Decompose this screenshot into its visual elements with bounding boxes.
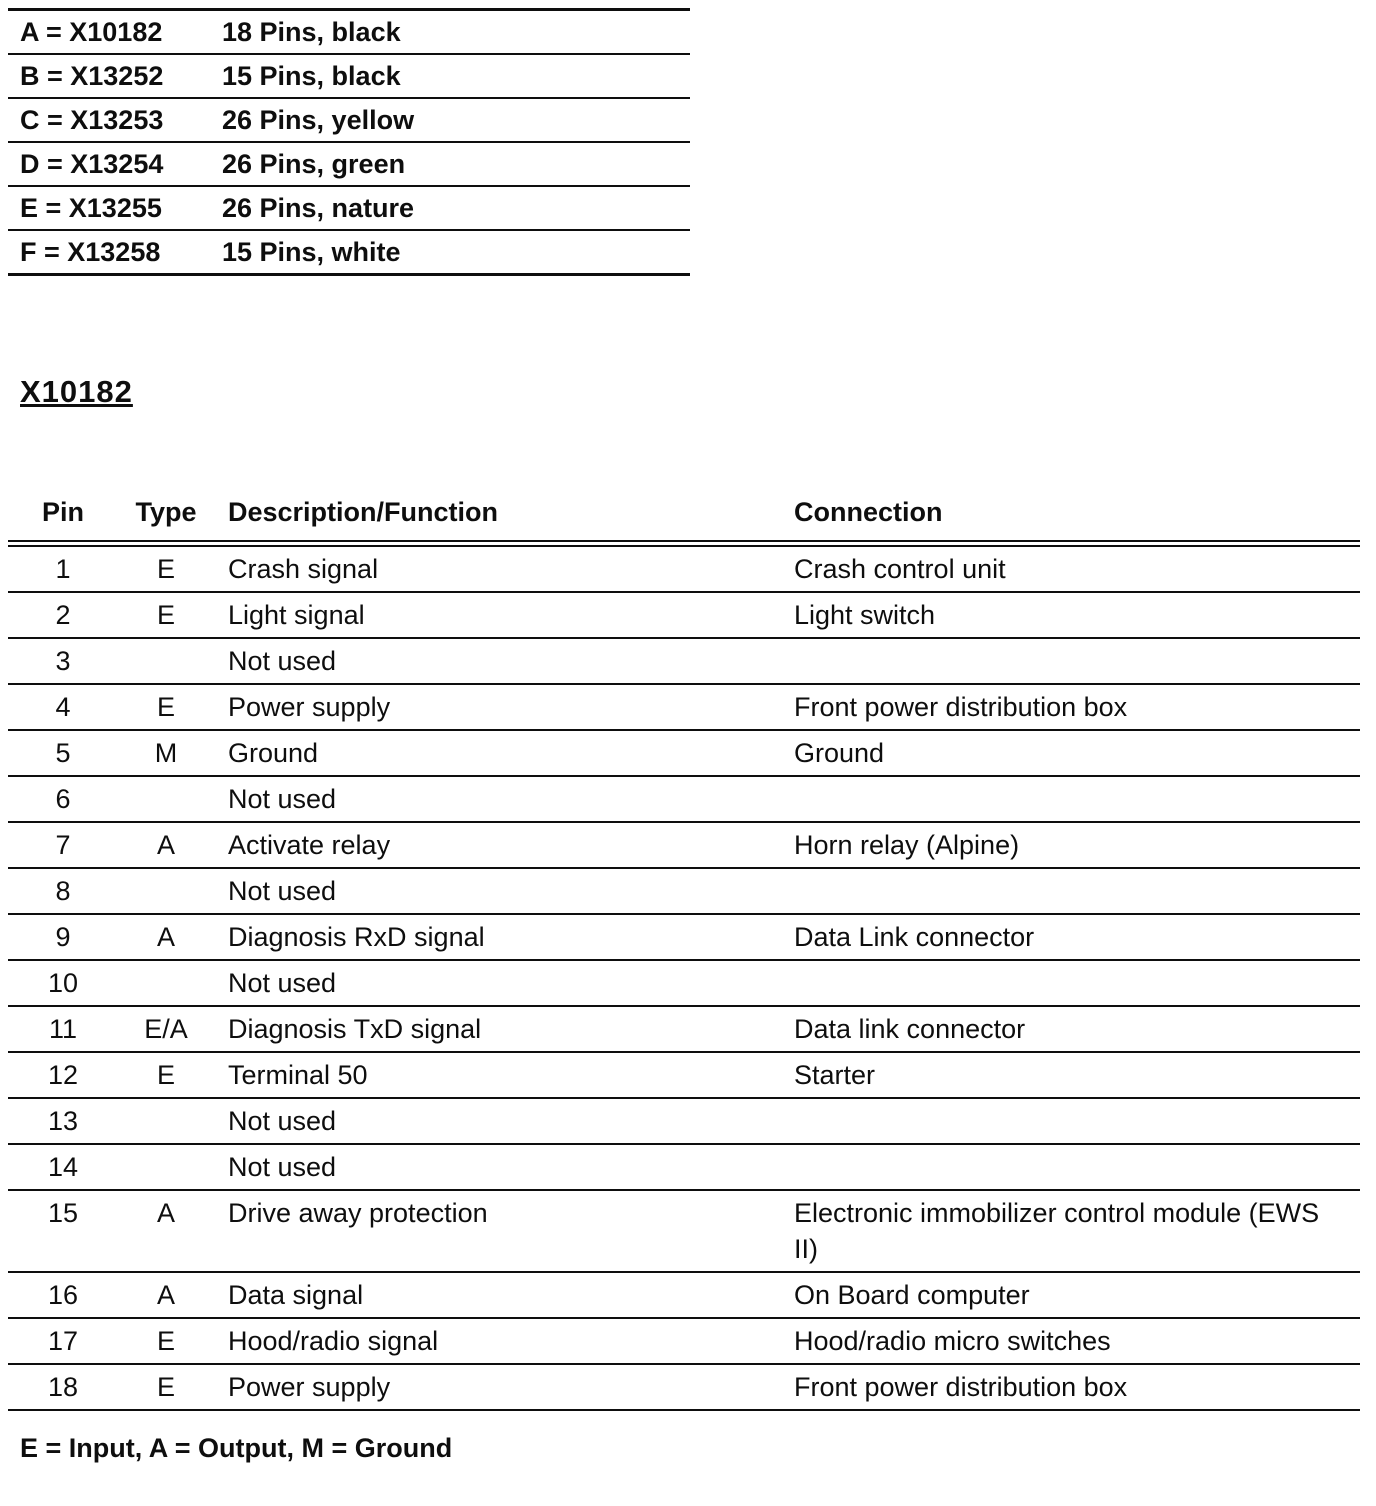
pin-cell: 11 [48,1014,78,1044]
connection-cell: Hood/radio micro switches [794,1326,1111,1356]
table-row [8,1365,1360,1411]
header-description: Description/Function [228,497,498,527]
type-cell: M [154,738,178,768]
type-cell: A [156,830,175,860]
connection-cell: Horn relay (Alpine) [794,830,1020,860]
pin-cell: 12 [47,1060,79,1090]
table-row [8,593,1360,639]
type-cell: A [156,922,175,952]
description-cell: Not used [228,876,337,906]
description-cell: Power supply [228,692,391,722]
connection-cell: Front power distribution box [794,1372,1128,1402]
table-row [8,1273,1360,1319]
description-cell: Hood/radio signal [228,1326,439,1356]
pin-cell: 4 [55,692,71,722]
description-cell: Diagnosis RxD signal [228,922,485,952]
connection-cell: Light switch [794,600,936,630]
connector-description: 26 Pins, yellow [222,104,415,135]
connection-cell: Front power distribution box [794,692,1128,722]
table-row [8,547,1360,593]
table-row [8,685,1360,731]
pin-cell: 14 [47,1152,79,1182]
connector-description: 26 Pins, nature [222,192,415,223]
type-cell: E [156,692,175,722]
connection-cell: Crash control unit [794,554,1006,584]
legend-row [8,141,690,185]
pin-cell: 9 [55,922,71,952]
pin-cell: 3 [55,646,71,676]
table-row [8,1053,1360,1099]
pin-cell: 15 [47,1198,79,1228]
header-connection: Connection [794,497,943,527]
table-row [8,731,1360,777]
connector-code: B = X13252 [20,60,164,91]
connector-code: E = X13255 [20,192,162,223]
pin-cell: 5 [55,738,71,768]
description-cell: Not used [228,968,337,998]
description-cell: Not used [228,1152,337,1182]
pin-cell: 2 [55,600,71,630]
table-header-row [8,494,1360,547]
legend-row [8,53,690,97]
description-cell: Not used [228,1106,337,1136]
table-row [8,1099,1360,1145]
description-cell: Crash signal [228,554,379,584]
connector-code: F = X13258 [20,236,161,267]
table-row [8,1145,1360,1191]
type-cell: E/A [144,1014,188,1044]
header-pin: Pin [41,497,84,527]
description-cell: Activate relay [228,830,391,860]
header-type: Type [135,497,197,527]
type-cell: E [156,600,175,630]
description-cell: Drive away protection [228,1198,488,1228]
pin-cell: 6 [55,784,71,814]
table-row [8,823,1360,869]
description-cell: Terminal 50 [228,1060,368,1090]
type-cell: A [156,1198,175,1228]
connection-cell: Data link connector [794,1014,1026,1044]
pin-cell: 8 [55,876,71,906]
table-row [8,639,1360,685]
pin-cell: 17 [47,1326,79,1356]
table-row [8,777,1360,823]
connector-code: D = X13254 [20,148,164,179]
connector-description: 26 Pins, green [222,148,406,179]
table-row [8,961,1360,1007]
pin-cell: 13 [47,1106,79,1136]
connector-description: 18 Pins, black [222,16,401,47]
pin-cell: 16 [47,1280,79,1310]
connector-description: 15 Pins, black [222,60,401,91]
table-row [8,869,1360,915]
type-cell: E [156,554,175,584]
connection-cell: Ground [794,738,885,768]
pin-cell: 18 [47,1372,79,1402]
table-row [8,1191,1360,1273]
description-cell: Ground [228,738,319,768]
connection-cell: Data Link connector [794,922,1035,952]
type-cell: A [156,1280,175,1310]
pin-cell: 10 [47,968,79,998]
connection-cell: On Board computer [794,1280,1030,1310]
description-cell: Light signal [228,600,365,630]
pin-cell: 7 [55,830,71,860]
legend-row [8,229,690,273]
section-title: X10182 [20,374,133,409]
table-row [8,1319,1360,1365]
connector-code: A = X10182 [20,16,163,47]
pin-assignment-table [8,494,1360,1411]
description-cell: Diagnosis TxD signal [228,1014,482,1044]
connection-cell: Electronic immobilizer control module (EWS II) [794,1198,1320,1264]
legend-row [8,97,690,141]
description-cell: Power supply [228,1372,391,1402]
description-cell: Not used [228,784,337,814]
table-row [8,915,1360,961]
type-cell: E [156,1326,175,1356]
type-cell: E [156,1060,175,1090]
connector-code: C = X13253 [20,104,164,135]
connection-cell: Starter [794,1060,876,1090]
legend-row [8,11,690,53]
table-row [8,1007,1360,1053]
connector-legend-table [8,8,690,276]
pin-cell: 1 [55,554,71,584]
connector-description: 15 Pins, white [222,236,401,267]
legend-row [8,185,690,229]
description-cell: Data signal [228,1280,364,1310]
description-cell: Not used [228,646,337,676]
type-cell: E [156,1372,175,1402]
type-legend-footnote: E = Input, A = Output, M = Ground [20,1433,453,1463]
